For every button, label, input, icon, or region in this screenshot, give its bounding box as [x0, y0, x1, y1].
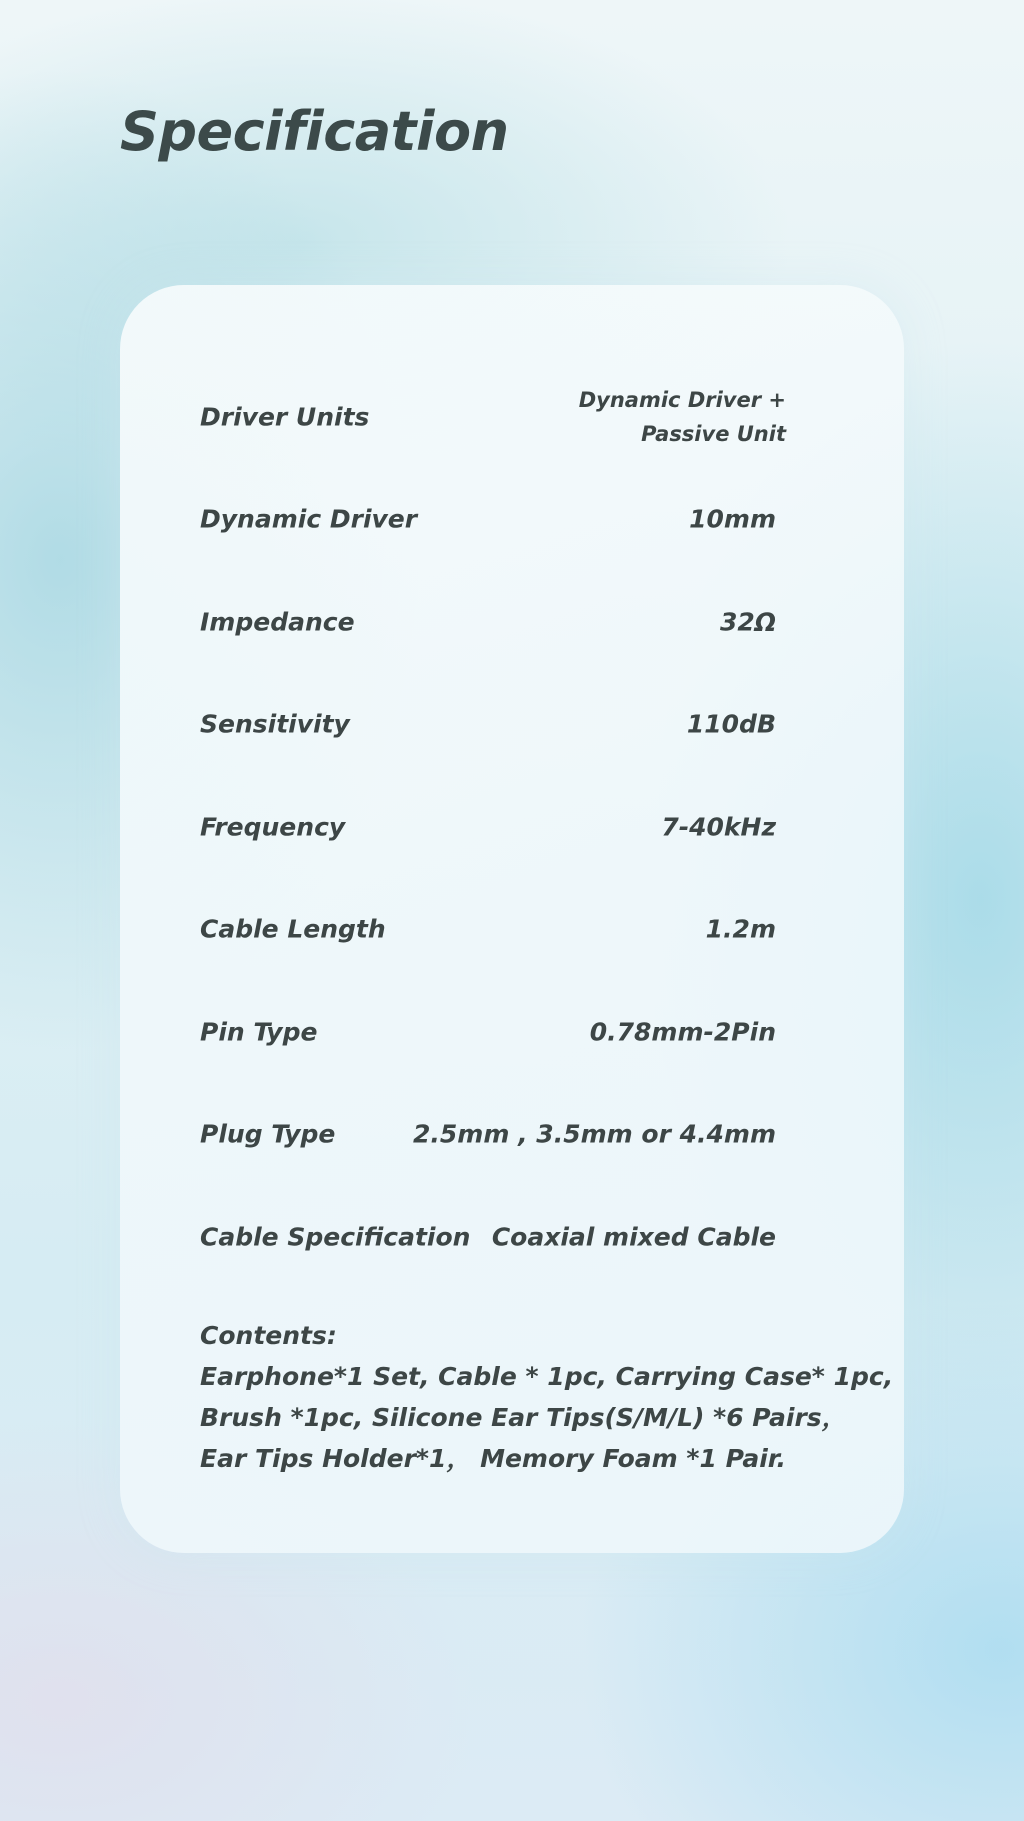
spec-row-driver-units [200, 387, 796, 447]
spec-value: 32Ω [719, 607, 776, 637]
spec-row-cable-length [200, 899, 796, 959]
spec-row-impedance [200, 592, 796, 652]
spec-value: 1.2m [705, 914, 776, 944]
spec-value: 0.78mm-2Pin [589, 1017, 776, 1047]
contents-line: Brush *1pc, Silicone Ear Tips(S/M/L) *6 Pairs， [200, 1403, 847, 1432]
spec-value: 2.5mm , 3.5mm or 4.4mm [413, 1119, 776, 1149]
spec-label: Driver Units [200, 402, 370, 432]
spec-value: Coaxial mixed Cable [491, 1222, 776, 1252]
spec-label: Cable Specification [200, 1222, 471, 1252]
spec-card [120, 285, 904, 1553]
spec-row-cable-specification [200, 1207, 796, 1267]
spec-row-plug-type [200, 1104, 796, 1164]
spec-value-line: Dynamic Driver + [578, 388, 786, 412]
spec-label: Plug Type [200, 1119, 336, 1149]
spec-label: Frequency [200, 812, 346, 842]
spec-row-dynamic-driver [200, 489, 796, 549]
spec-label: Impedance [200, 607, 355, 637]
spec-label: Cable Length [200, 914, 386, 944]
contents-block [200, 1315, 894, 1479]
contents-heading: Contents: [200, 1321, 337, 1350]
page-title: Specification [120, 100, 509, 163]
spec-value [546, 383, 786, 451]
spec-label: Sensitivity [200, 709, 350, 739]
contents-line: Earphone*1 Set, Cable * 1pc, Carrying Case* 1pc, [200, 1362, 894, 1391]
spec-row-frequency [200, 797, 796, 857]
spec-row-sensitivity [200, 694, 796, 754]
spec-row-pin-type [200, 1002, 796, 1062]
spec-label: Pin Type [200, 1017, 318, 1047]
spec-value-line: Passive Unit [641, 422, 786, 446]
spec-value: 7-40kHz [661, 812, 776, 842]
spec-label: Dynamic Driver [200, 504, 418, 534]
spec-value: 110dB [686, 709, 776, 739]
contents-line: Ear Tips Holder*1， Memory Foam *1 Pair. [200, 1444, 787, 1473]
spec-value: 10mm [689, 504, 776, 534]
